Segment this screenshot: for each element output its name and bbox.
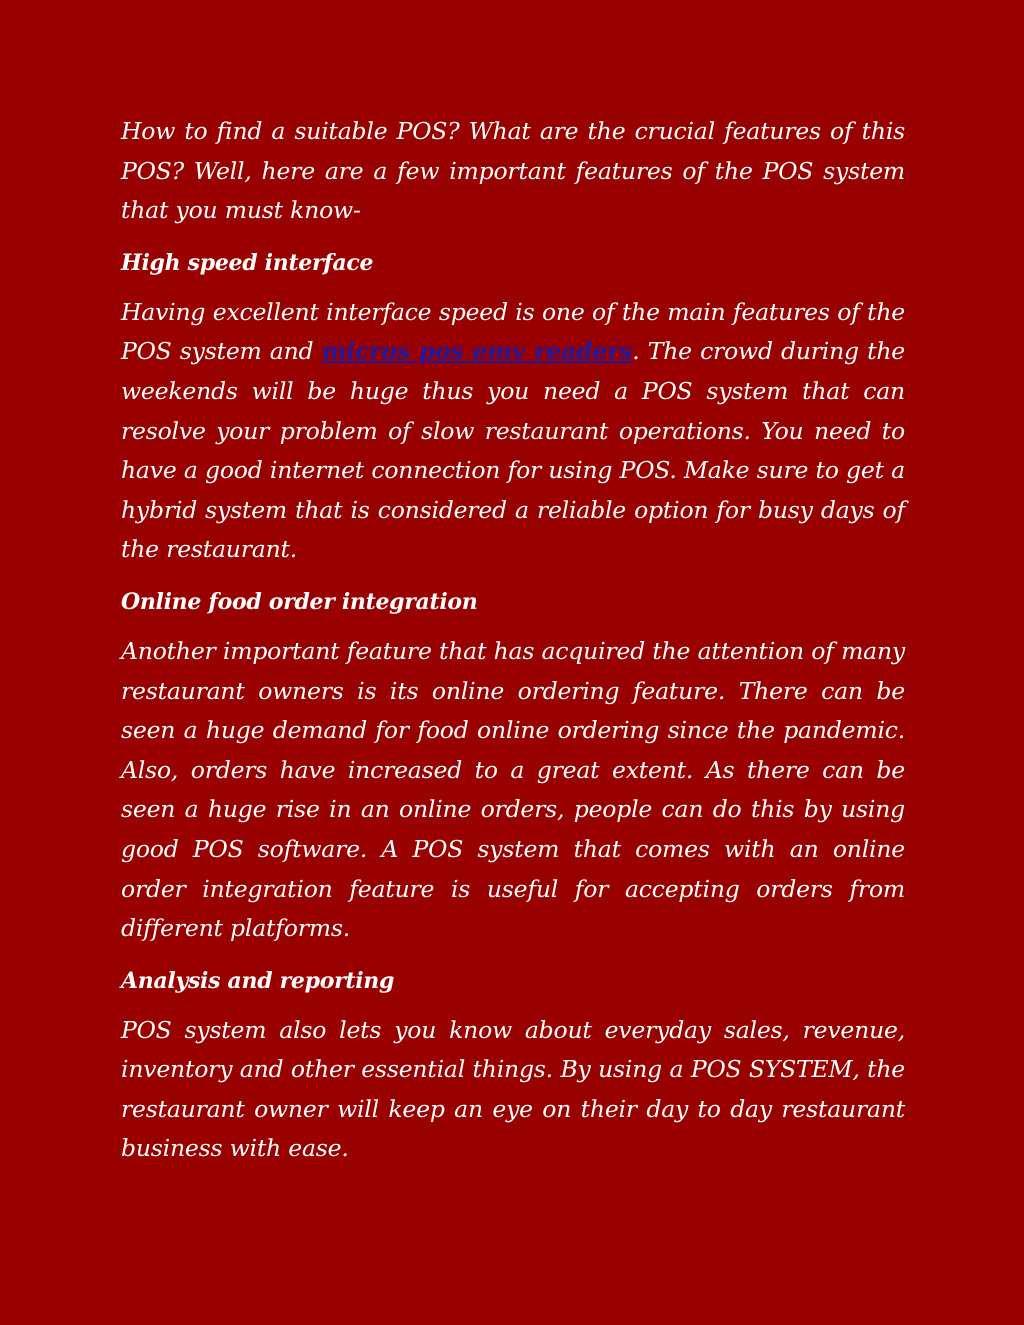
section-heading-high-speed-interface: High speed interface	[121, 249, 374, 276]
section-heading-analysis-and-reporting: Analysis and reporting	[121, 967, 395, 994]
micros-pos-emv-readers-link[interactable]: micros pos emv readers	[321, 337, 633, 366]
section-body-online-food-order-integration: Another important feature that has acquired the attention of many restaurant owners is its online ordering feature. There can be seen a huge demand for food online ordering since the pandemic. Also, orders have increased to a great extent. As there can be seen a huge rise in an online orders, people can do this by using good POS software. A POS system that comes with an online order integration feature is useful for accepting orders from different platforms.	[121, 636, 905, 943]
section-body-high-speed-interface	[121, 293, 905, 570]
section-heading-online-food-order-integration: Online food order integration	[121, 588, 478, 615]
body-text-before-link: Having excellent interface speed is one of the main features of the POS system and	[121, 297, 905, 366]
document-page	[121, 112, 905, 1169]
section-body-analysis-and-reporting: POS system also lets you know about everyday sales, revenue, inventory and other essential things. By using a POS SYSTEM, the restaurant owner will keep an eye on their day to day restaurant business with ease.	[121, 1015, 905, 1163]
body-text-after-link: . The crowd during the weekends will be huge thus you need a POS system that can resolve your problem of slow restaurant operations. You need to have a good internet connection for using POS. Make sure to get a hybrid system that is considered a reliable option for busy days of the restaurant.	[121, 337, 905, 564]
intro-paragraph: How to find a suitable POS? What are the crucial features of this POS? Well, here are a few important features of the POS system that you must know-	[121, 117, 905, 225]
